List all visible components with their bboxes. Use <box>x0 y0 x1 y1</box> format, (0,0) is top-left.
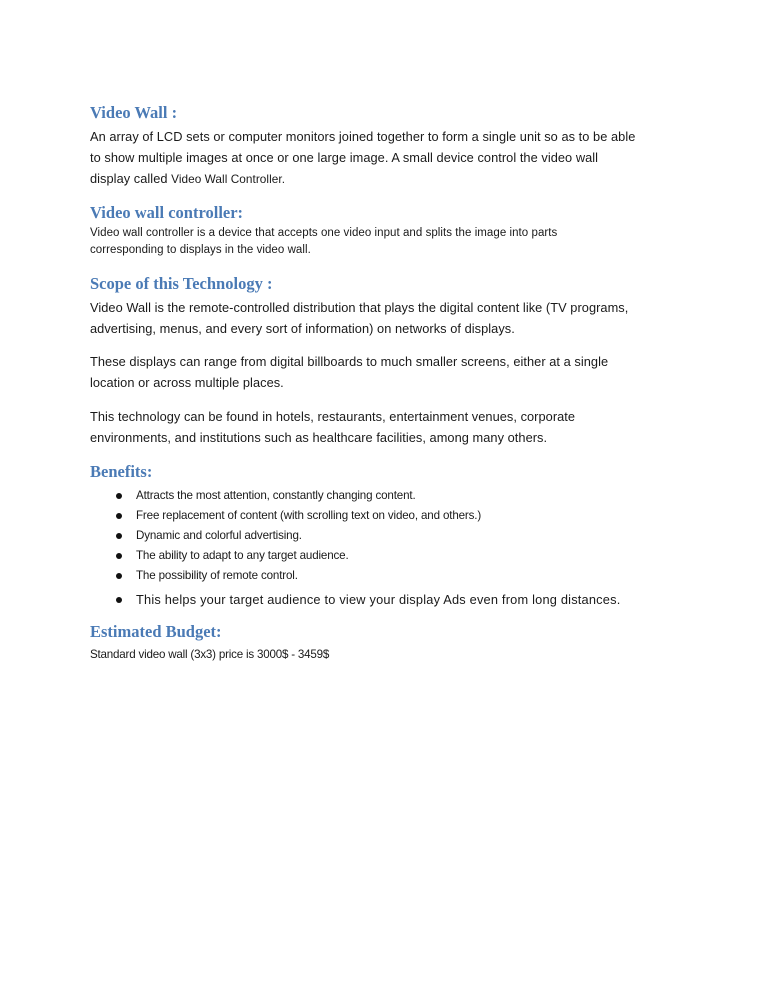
heading-benefits: Benefits: <box>90 462 153 481</box>
budget-line: Standard video wall (3x3) price is 3000$ - 3459$ <box>90 648 330 661</box>
list-item-text: Dynamic and colorful advertising. <box>136 529 302 542</box>
heading-video-wall: Video Wall : <box>90 103 178 122</box>
video-wall-paragraph <box>90 126 690 190</box>
list-item-text: Free replacement of content (with scrolling text on video, and others.) <box>136 509 482 522</box>
bullet-icon <box>116 513 122 519</box>
scope-paragraph-1 <box>90 297 690 339</box>
controller-paragraph <box>90 225 690 259</box>
heading-scope: Scope of this Technology : <box>90 274 273 293</box>
text-line: Video wall controller is a device that accepts one video input and splits the image into parts <box>90 227 558 239</box>
list-item <box>90 526 690 546</box>
bullet-icon <box>116 573 122 579</box>
text-line: corresponding to displays in the video wall. <box>90 244 311 256</box>
text-line: These displays can range from digital billboards to much smaller screens, either at a single <box>90 354 609 369</box>
text-line: advertising, menus, and every sort of information) on networks of displays. <box>90 321 515 336</box>
text-fragment-controller: Video Wall Controller. <box>171 172 286 186</box>
list-item-text: Attracts the most attention, constantly changing content. <box>136 489 416 502</box>
list-item-text: The possibility of remote control. <box>136 569 298 582</box>
heading-video-wall-controller: Video wall controller: <box>90 203 244 222</box>
text-line: environments, and institutions such as healthcare facilities, among many others. <box>90 430 548 445</box>
benefits-list <box>90 486 690 614</box>
list-item <box>90 486 690 506</box>
list-item <box>90 506 690 526</box>
bullet-icon <box>116 533 122 539</box>
bullet-icon <box>116 597 122 603</box>
bullet-icon <box>116 553 122 559</box>
scope-paragraph-3 <box>90 406 690 448</box>
list-item-text: The ability to adapt to any target audience. <box>136 549 349 562</box>
text-line: location or across multiple places. <box>90 375 284 390</box>
bullet-icon <box>116 493 122 499</box>
text-line <box>90 168 690 190</box>
list-item <box>90 566 690 586</box>
heading-estimated-budget: Estimated Budget: <box>90 622 222 641</box>
list-item-text: This helps your target audience to view your display Ads even from long distances. <box>136 592 621 607</box>
list-item <box>90 546 690 566</box>
text-line: This technology can be found in hotels, restaurants, entertainment venues, corporate <box>90 409 576 424</box>
text-line: to show multiple images at once or one large image. A small device control the video wall <box>90 150 599 165</box>
text-line: An array of LCD sets or computer monitors joined together to form a single unit so as to be able <box>90 129 636 144</box>
list-item <box>90 586 690 614</box>
scope-paragraph-2 <box>90 351 690 393</box>
text-line: Video Wall is the remote-controlled distribution that plays the digital content like (TV programs, <box>90 300 629 315</box>
text-fragment: display called <box>90 171 172 186</box>
